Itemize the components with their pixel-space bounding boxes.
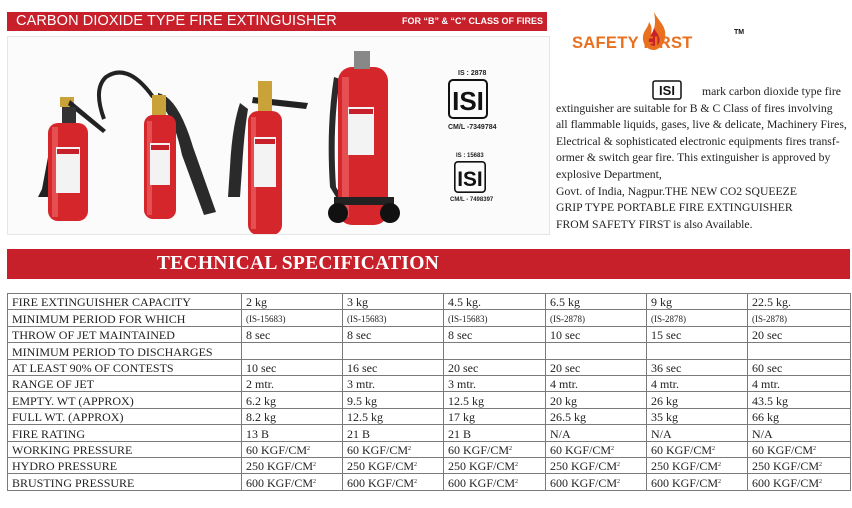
spec-value (546, 359, 647, 375)
spec-value-text: 21 B (347, 426, 371, 441)
spec-value (242, 457, 343, 473)
spec-value (647, 441, 748, 457)
spec-value-text: (IS-2878) (550, 313, 585, 324)
brand-logo-text: SAFETY FIRST (572, 34, 693, 52)
spec-value-text: 60 KGF/CM (550, 442, 612, 457)
spec-value (748, 392, 851, 408)
spec-value-text: N/A (550, 426, 571, 441)
spec-value (242, 294, 343, 310)
spec-value-text: 3 mtr. (347, 377, 376, 392)
table-row (8, 425, 851, 441)
spec-value (444, 457, 546, 473)
spec-value (444, 326, 546, 342)
spec-value-text: 8.2 kg (246, 410, 276, 425)
spec-value (444, 294, 546, 310)
brand-tm: TM (734, 29, 745, 36)
spec-value-text: 4 mtr. (752, 377, 781, 392)
spec-table-body (8, 294, 851, 491)
description-line: Electrical & sophisticated electronic equipments fires transf- (556, 134, 840, 148)
unit-superscript: 2 (313, 478, 317, 485)
spec-value (748, 441, 851, 457)
extinguisher-trolley-22-5kg-image (328, 51, 400, 225)
spec-value (647, 294, 748, 310)
spec-value-text: 35 kg (651, 410, 678, 425)
spec-value (546, 392, 647, 408)
extinguisher-3kg-image (99, 73, 216, 220)
spec-label: BRUSTING PRESSURE (8, 474, 242, 490)
table-row (8, 359, 851, 375)
spec-value (748, 326, 851, 342)
spec-value (546, 294, 647, 310)
table-row (8, 457, 851, 473)
spec-value-text: 600 KGF/CM (550, 475, 618, 490)
spec-value-text: 8 sec (246, 328, 271, 343)
spec-value (444, 474, 546, 490)
spec-value-text: (IS-15683) (448, 313, 488, 324)
spec-value (748, 310, 851, 326)
spec-value (546, 474, 647, 490)
spec-value-text: 20 sec (448, 360, 479, 375)
unit-superscript: 2 (819, 462, 823, 469)
spec-value (647, 326, 748, 342)
spec-value (343, 294, 444, 310)
spec-value (242, 326, 343, 342)
spec-value-text: 250 KGF/CM (752, 459, 820, 474)
spec-value-text: 10 sec (246, 360, 277, 375)
spec-value (444, 425, 546, 441)
unit-superscript: 2 (313, 462, 317, 469)
spec-value (343, 408, 444, 424)
spec-value-text: 16 sec (347, 360, 378, 375)
spec-value-text: (IS-15683) (347, 313, 387, 324)
description-line: all flammable liquids, gases, live & delicate, Machinery Fires, (556, 118, 847, 132)
spec-value-text: 600 KGF/CM (752, 475, 820, 490)
table-row (8, 474, 851, 490)
unit-superscript: 2 (515, 478, 519, 485)
spec-value (242, 408, 343, 424)
spec-value-text: 4.5 kg. (448, 295, 481, 310)
extinguisher-2kg-image (38, 97, 106, 221)
spec-value (444, 343, 546, 359)
spec-value (343, 326, 444, 342)
spec-value-text: 43.5 kg (752, 393, 788, 408)
unit-superscript: 2 (307, 445, 311, 452)
table-row (8, 375, 851, 391)
product-description (556, 84, 849, 233)
table-row (8, 310, 851, 326)
spec-value (343, 392, 444, 408)
spec-value-text: 600 KGF/CM (448, 475, 516, 490)
spec-value-text: 250 KGF/CM (448, 459, 516, 474)
spec-value (444, 392, 546, 408)
unit-superscript: 2 (509, 445, 513, 452)
isi-standard-label: IS : 15683 (456, 153, 484, 159)
header-title: CARBON DIOXIDE TYPE FIRE EXTINGUISHER (16, 13, 337, 29)
spec-value (242, 425, 343, 441)
spec-value-text: 60 KGF/CM (347, 442, 409, 457)
spec-value (748, 359, 851, 375)
table-row (8, 343, 851, 359)
isi-logo-icon (448, 79, 488, 119)
spec-value (647, 343, 748, 359)
spec-value-text: 12.5 kg (448, 393, 484, 408)
spec-value (546, 310, 647, 326)
spec-label: AT LEAST 90% OF CONTESTS (8, 359, 242, 375)
spec-value (748, 375, 851, 391)
spec-value-text: 21 B (448, 426, 472, 441)
spec-value-text: 22.5 kg. (752, 295, 791, 310)
spec-value-text: 250 KGF/CM (550, 459, 618, 474)
spec-value (647, 392, 748, 408)
svg-text:ISI: ISI (457, 167, 483, 191)
spec-value-text: 66 kg (752, 410, 779, 425)
spec-value (748, 294, 851, 310)
spec-value-text: 60 KGF/CM (246, 442, 308, 457)
spec-label: FIRE RATING (8, 425, 242, 441)
spec-value (546, 326, 647, 342)
spec-label: MINIMUM PERIOD TO DISCHARGES (8, 343, 242, 359)
spec-value (444, 441, 546, 457)
spec-value (647, 310, 748, 326)
unit-superscript: 2 (408, 445, 412, 452)
spec-value-text: N/A (651, 426, 672, 441)
spec-value (647, 474, 748, 490)
spec-value-text: 20 sec (550, 360, 581, 375)
spec-value (242, 441, 343, 457)
description-first-line (556, 84, 849, 101)
spec-value (343, 457, 444, 473)
unit-superscript: 2 (414, 478, 418, 485)
table-row (8, 326, 851, 342)
spec-value-text: (IS-15683) (246, 313, 286, 324)
unit-superscript: 2 (718, 478, 722, 485)
description-line: extinguisher are suitable for B & C Class of fires involving (556, 101, 833, 115)
unit-superscript: 2 (617, 462, 621, 469)
isi-mark-is15683 (428, 150, 508, 210)
spec-value-text: 26 kg (651, 393, 678, 408)
spec-value-text: 12.5 kg (347, 410, 383, 425)
isi-standard-label: IS : 2878 (458, 70, 487, 77)
spec-value (343, 474, 444, 490)
spec-value-text: 13 B (246, 426, 270, 441)
spec-value-text: 20 sec (752, 328, 783, 343)
spec-label: THROW OF JET MAINTAINED (8, 326, 242, 342)
spec-value (647, 375, 748, 391)
unit-superscript: 2 (611, 445, 615, 452)
spec-value-text: 600 KGF/CM (347, 475, 415, 490)
spec-value (242, 474, 343, 490)
spec-value (748, 457, 851, 473)
spec-value (546, 375, 647, 391)
spec-value (647, 359, 748, 375)
spec-value-text: N/A (752, 426, 773, 441)
spec-value (242, 375, 343, 391)
table-row (8, 441, 851, 457)
spec-value (242, 392, 343, 408)
spec-value (748, 425, 851, 441)
description-line: GRIP TYPE PORTABLE FIRE EXTINGUISHER (556, 201, 793, 215)
unit-superscript: 2 (617, 478, 621, 485)
isi-logo-icon (454, 161, 486, 193)
description-text: mark carbon dioxide type fire (702, 85, 841, 98)
spec-value-text: 20 kg (550, 393, 577, 408)
spec-value (444, 375, 546, 391)
unit-superscript: 2 (515, 462, 519, 469)
spec-value (242, 359, 343, 375)
spec-value (647, 457, 748, 473)
spec-value-text: 60 KGF/CM (651, 442, 713, 457)
description-line: ormer & switch gear fire. This extinguisher is approved by (556, 151, 831, 165)
spec-value-text: 8 sec (448, 328, 473, 343)
spec-value-text: 2 kg (246, 295, 267, 310)
isi-license-label: CM/L - 7498397 (450, 197, 494, 203)
spec-value (546, 425, 647, 441)
spec-value-text: 4 mtr. (550, 377, 579, 392)
spec-value (242, 310, 343, 326)
spec-value-text: 250 KGF/CM (651, 459, 719, 474)
spec-value-text: 600 KGF/CM (651, 475, 719, 490)
spec-value (343, 441, 444, 457)
isi-mark-is2878 (428, 62, 508, 148)
svg-text:ISI: ISI (452, 86, 484, 116)
spec-value-text: 26.5 kg (550, 410, 586, 425)
spec-value-text: 60 KGF/CM (752, 442, 814, 457)
spec-value (546, 408, 647, 424)
spec-value (647, 408, 748, 424)
spec-value (343, 359, 444, 375)
spec-value-text: 6.2 kg (246, 393, 276, 408)
isi-license-label: CM/L -7349784 (448, 124, 497, 131)
spec-value (343, 343, 444, 359)
spec-value (546, 457, 647, 473)
spec-label: WORKING PRESSURE (8, 441, 242, 457)
spec-label: FIRE EXTINGUISHER CAPACITY (8, 294, 242, 310)
isi-inline-icon (652, 80, 682, 100)
unit-superscript: 2 (819, 478, 823, 485)
spec-value (444, 359, 546, 375)
spec-label: MINIMUM PERIOD FOR WHICH (8, 310, 242, 326)
spec-value-text: 17 kg (448, 410, 475, 425)
spec-label: HYDRO PRESSURE (8, 457, 242, 473)
spec-value-text: 600 KGF/CM (246, 475, 314, 490)
table-row (8, 392, 851, 408)
description-line: Govt. of India, Nagpur.THE NEW CO2 SQUEEZE (556, 184, 797, 198)
unit-superscript: 2 (718, 462, 722, 469)
spec-value-text: (IS-2878) (752, 313, 787, 324)
spec-value-text: 2 mtr. (246, 377, 275, 392)
spec-value-text: 9 kg (651, 295, 672, 310)
spec-value-text: 250 KGF/CM (347, 459, 415, 474)
spec-title: TECHNICAL SPECIFICATION (156, 253, 440, 274)
spec-value (444, 408, 546, 424)
header-subtitle: FOR “B” & “C” CLASS OF FIRES (402, 16, 544, 26)
spec-value-text: 60 KGF/CM (448, 442, 510, 457)
spec-value (343, 310, 444, 326)
spec-value (444, 310, 546, 326)
svg-text:ISI: ISI (659, 83, 675, 98)
description-line: FROM SAFETY FIRST is also Available. (556, 217, 753, 231)
table-row (8, 408, 851, 424)
unit-superscript: 2 (712, 445, 716, 452)
table-row (8, 294, 851, 310)
spec-value-text: 3 mtr. (448, 377, 477, 392)
spec-value (343, 425, 444, 441)
spec-value-text: 60 sec (752, 360, 783, 375)
spec-value-text: 9.5 kg (347, 393, 377, 408)
spec-value (242, 343, 343, 359)
extinguisher-4-5kg-image (228, 81, 308, 234)
spec-value (748, 474, 851, 490)
spec-value-text: 3 kg (347, 295, 368, 310)
spec-value-text: 250 KGF/CM (246, 459, 314, 474)
spec-value-text: 36 sec (651, 360, 682, 375)
spec-value-text: 4 mtr. (651, 377, 680, 392)
spec-label: RANGE OF JET (8, 375, 242, 391)
spec-value (647, 425, 748, 441)
spec-value (748, 408, 851, 424)
description-line: explosive Department, (556, 167, 662, 181)
spec-value (546, 441, 647, 457)
spec-value-text: 6.5 kg (550, 295, 580, 310)
unit-superscript: 2 (414, 462, 418, 469)
spec-label: FULL WT. (APPROX) (8, 408, 242, 424)
spec-value-text: 10 sec (550, 328, 581, 343)
spec-value-text: 8 sec (347, 328, 372, 343)
spec-value-text: (IS-2878) (651, 313, 686, 324)
spec-table (7, 293, 851, 491)
spec-value (343, 375, 444, 391)
spec-value-text: 15 sec (651, 328, 682, 343)
spec-label: EMPTY. WT (APPROX) (8, 392, 242, 408)
spec-value (546, 343, 647, 359)
unit-superscript: 2 (813, 445, 817, 452)
spec-value (748, 343, 851, 359)
